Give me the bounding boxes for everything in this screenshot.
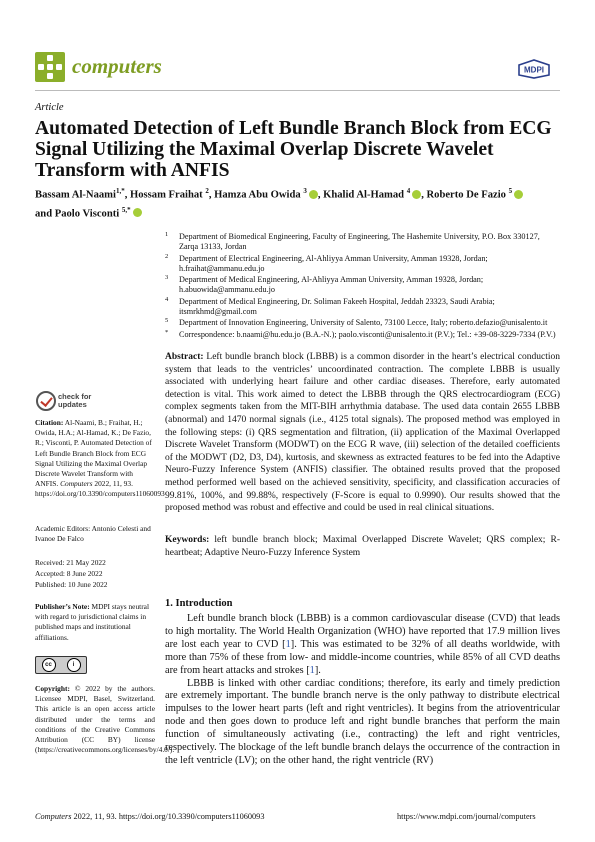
mdpi-logo-text: MDPI [524,65,544,75]
paper-title: Automated Detection of Left Bundle Branch Block from ECG Signal Utilizing the Maximal Overlap Discrete Wavelet Transform with ANFIS [35,118,552,181]
citation-journal: Computers [60,479,93,489]
orcid-icon[interactable] [309,190,318,199]
footer-journal: Computers [35,812,72,821]
affiliation-item [165,318,560,328]
reference-link[interactable]: 1 [309,664,315,676]
intro-paragraph [165,613,560,678]
article-type: Article [35,102,64,113]
check-updates-icon[interactable] [36,391,56,411]
author-name: Bassam Al-Naami [35,189,116,201]
affiliation-num: 5 [165,317,169,325]
academic-editors: Academic Editors: Antonio Celesti and Ivanoe De Falco [35,524,151,544]
author-sup: 5 [508,187,513,195]
received-date: Received: 21 May 2022 [35,558,106,567]
footer-citation [35,812,264,821]
affiliation-num: * [165,328,169,336]
keywords-label: Keywords: [165,535,210,545]
citation-text: Al-Naami, B.; Fraihat, H.; Owida, H.A.; Al-Hamad, K.; De Fazio, R.; Visconti, P. Automated Detection of Left Bundle Branch Block from ECG Signal Utilizing the Maximal Overlap Discrete Wavelet Transform with ANFIS. [35,418,152,489]
orcid-icon[interactable] [133,208,142,217]
intro-text: ]. This was estimated to be 32% of all deaths worldwide, with more than 75% of these from low- and middle-income countries, while 85% of all CVD deaths are from heart attacks and strokes [ [165,638,560,676]
affiliation-item [165,297,560,318]
affiliation-text: Correspondence: b.naami@hu.edu.jo (B.A.-N.); paolo.visconti@unisalento.it (P.V.); Tel.: +39-08-3229-7334 (P.V.) [179,329,556,339]
author-sup: 1,* [115,187,125,195]
publisher-note [35,602,155,643]
journal-logo-icon [35,52,65,82]
affiliation-item [165,275,560,296]
cc-license-icon[interactable] [35,656,87,674]
keywords-text: left bundle branch block; Maximal Overlapped Discrete Wavelet; QRS complex; R-heartbeat; Adaptive Neuro-Fuzzy Inference System [165,535,560,558]
journal-name[interactable]: computers [72,54,162,78]
affiliation-item [165,254,560,275]
copyright-text: © 2022 by the authors. Licensee MDPI, Basel, Switzerland. This article is an open access article distributed under the terms and conditions of the Creative Commons Attribution (CC BY) license (https://creativecommons.org/licenses/by/4.0/). [35,684,175,755]
accepted-date: Accepted: 8 June 2022 [35,569,103,578]
citation-block [35,418,165,500]
keywords [165,534,560,559]
section-heading: 1. Introduction [165,598,233,609]
orcid-icon[interactable] [514,190,523,199]
publisher-note-label: Publisher’s Note: [35,602,90,611]
affiliation-text: Department of Innovation Engineering, University of Salento, 73100 Lecce, Italy; roberto.defazio@unisalento.it [179,318,548,328]
cc-icon: cc [42,658,56,672]
author-name: Paolo Visconti [54,208,120,220]
author-sup: 2 [205,187,209,195]
header-divider [35,90,560,91]
author-name: Hamza Abu Owida [214,189,301,201]
affiliation-item [165,330,560,340]
abstract [165,351,560,515]
author-sup: 5,* [121,205,131,214]
affiliation-num: 2 [165,252,169,260]
cc-by-icon: i [67,658,81,672]
abstract-text: Left bundle branch block (LBBB) is a common disorder in the heart’s electrical conduction system that leads to the ventricles’ uncoordinated contraction. The complete LBBB is usually associated with underlying heart failure and other cardiac diseases. Therefore, early automated detection is vital. This work aimed to detect the LBBB through the QRS electrocardiogram (ECG) complex segments taken from the MIT-BIH arrhythmia database. The used data contain 2655 LBBB (abnormal) and 1470 normal signals (i.e., 4125 total signals). The proposed method was employed in the following steps: (i) QRS segmentation and filtration, (ii) application of the Maximal Overlapped Discrete Wavelet Transform (MODWT) on the ECG R wave, (iii) selection of the detailed coefficients of the MODWT (D2, D3, D4), kurtosis, and skewness as extracted features to be fed into the Adaptive Neuro-Fuzzy Inference System (ANFIS) classifier. The obtained results proved that the proposed method performed well based on the achieved sensitivity, specificity, and classification accuracies of 99.81%, 100%, and 99.88%, respectively (F-Score is equal to 0.9990). Our results showed that the proposed method was robust and effective and could be used in real clinical situations. [165,352,560,514]
intro-text: Left bundle branch block (LBBB) is a common cardiovascular disease (CVD) that leads to high mortality. The World Health Organization (WHO) have reported that 17.9 million lives are lost each year to CVD [ [165,613,560,650]
affiliation-text: Department of Biomedical Engineering, Faculty of Engineering, The Hashemite University, P.O. Box 330127, Zarqa 13133, Jordan [179,232,540,252]
check-updates-line1: check for [58,392,92,401]
check-updates-label[interactable] [58,393,91,409]
copyright-block [35,684,175,755]
published-date: Published: 10 June 2022 [35,580,108,589]
footer-url[interactable]: https://www.mdpi.com/journal/computers [397,812,536,821]
affiliation-text: Department of Electrical Engineering, Al-Ahliyya Amman University, Amman 19328, Jordan; h.fraihat@ammanu.edu.jo [179,253,488,273]
affiliation-item [165,232,560,253]
abstract-label: Abstract: [165,352,204,362]
publisher-note-text: MDPI stays neutral with regard to jurisdictional claims in published maps and institutional affiliations. [35,602,150,642]
author-name: Roberto De Fazio [426,189,506,201]
mdpi-logo-icon[interactable] [515,59,553,79]
affiliations [165,232,560,341]
author-name: Hossam Fraihat [129,189,203,201]
affiliation-num: 1 [165,231,169,238]
copyright-label: Copyright: [35,684,70,693]
reference-link[interactable]: 1 [285,638,291,650]
orcid-icon[interactable] [412,190,421,199]
affiliation-num: 4 [165,295,169,303]
affiliation-text: Department of Medical Engineering, Al-Ahliyya Amman University, Amman 19328, Jordan; h.abuowida@ammanu.edu.jo [179,275,484,295]
author-list: Bassam Al-Naami$^{1,*}$, Hossam Fraihat $^2$, Hamza Abu Owida $^3$ , Khalid Al-Hamad $^4$ , Roberto De Fazio $^5$ and Paolo Visconti $^{5,*}$ [35,184,560,221]
footer-doi[interactable]: 2022, 11, 93. https://doi.org/10.3390/computers11060093 [73,812,265,821]
intro-paragraph: LBBB is linked with other cardiac conditions; therefore, its early and timely prediction are extremely important. The bundle branch nerve is the only pathway to distribute electrical impulses to the lower heart parts (left and right ventricles). It begins from the atrioventricular node and then goes down to produce left and right bundle branches that perform the main function of simultaneously activating (i.e., contracting) the left and right ventricles, respectively. The blockage of the left bundle branch delays the occurrence of the contraction in the left ventricle (LV); on the other hand, the right ventricle (RV) [165,677,560,766]
affiliation-num: 3 [165,274,169,282]
affiliation-text: Department of Medical Engineering, Dr. Soliman Fakeeh Hospital, Jeddah 23323, Saudi Arabia; itsmrkhmd@gmail.com [179,296,495,317]
author-sup: 3 [303,187,307,195]
intro-text: ]. [314,664,321,676]
citation-doi[interactable]: 2022, 11, 93. https://doi.org/10.3390/computers11060093 [35,479,165,499]
author-name: Khalid Al-Hamad [323,189,405,201]
check-updates-line2: updates [58,400,87,409]
citation-label: Citation: [35,418,64,427]
introduction-body [165,613,560,768]
author-sup: 4 [406,187,411,195]
